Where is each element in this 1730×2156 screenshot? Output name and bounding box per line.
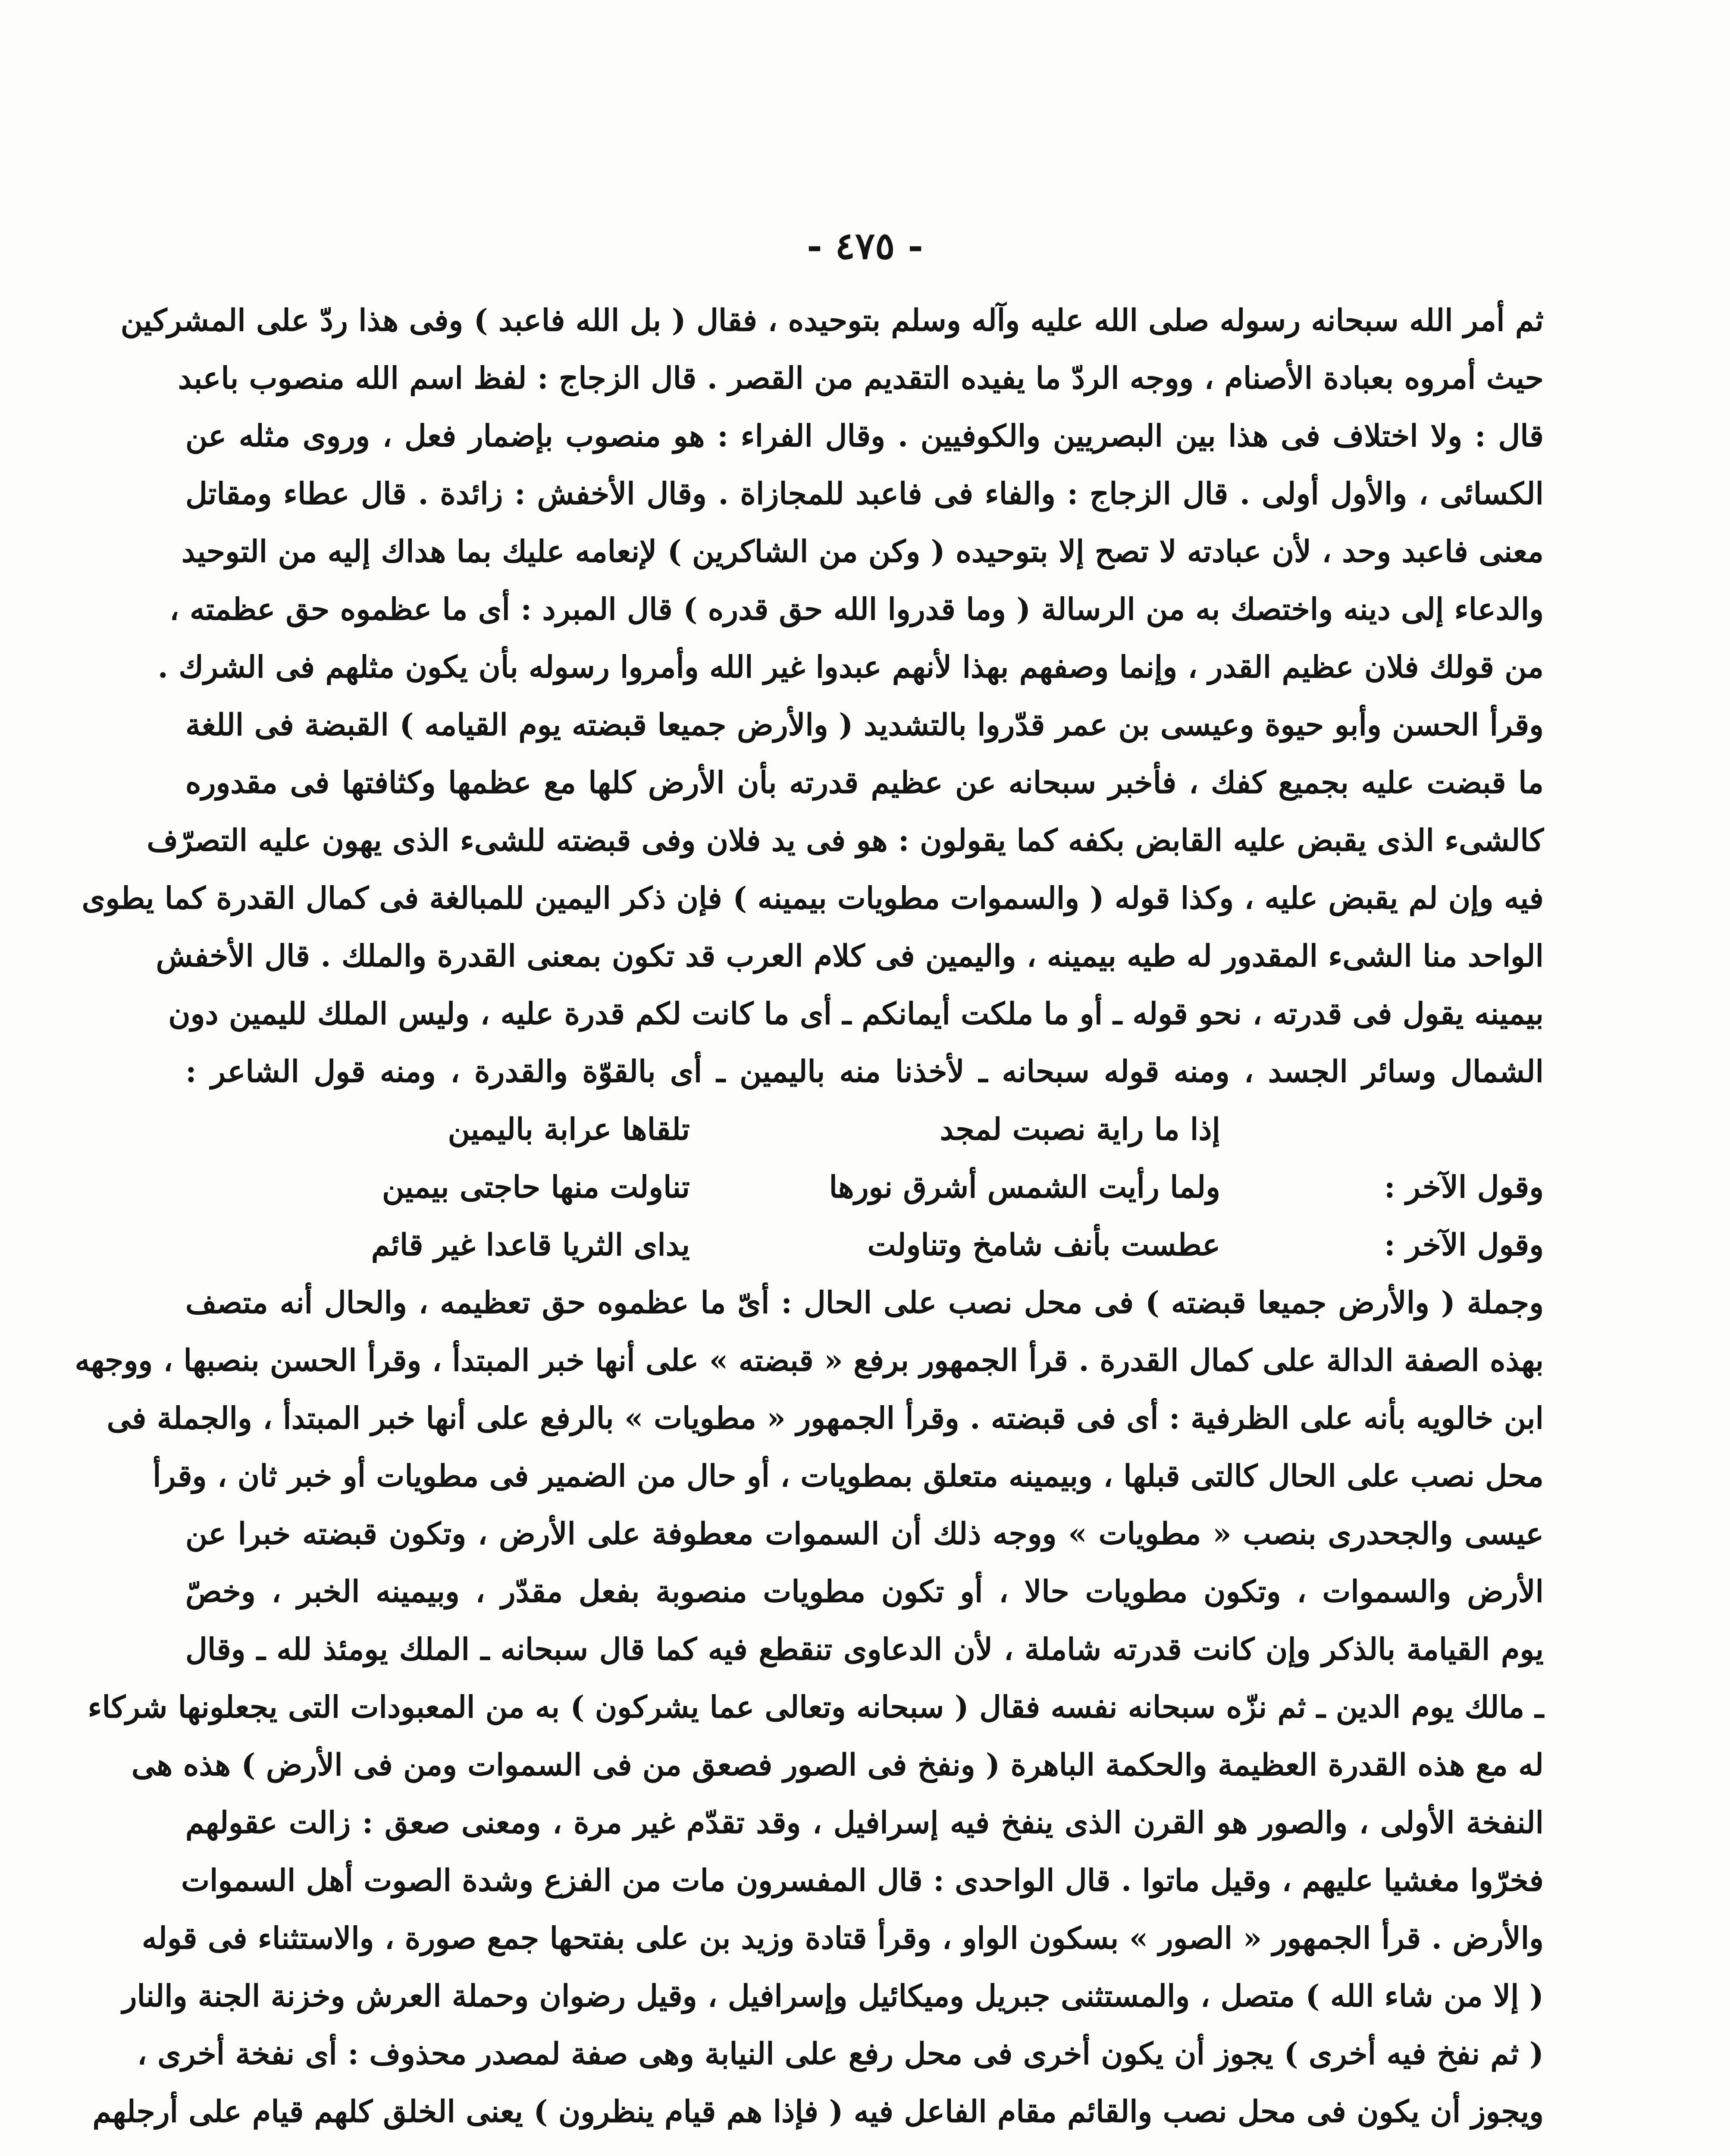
text-line: ابن خالويه بأنه على الظرفية : أى فى قبضته . وقرأ الجمهور « مطويات » بالرفع على أنها خبر المبتدأ ، والجملة فى [107,1400,1544,1436]
verse-second-hemistich: يداى الثريا قاعدا غير قائم [371,1227,690,1263]
verse-first-hemistich: عطست بأنف شامخ وتناولت [867,1227,1220,1263]
text-line: النفخة الأولى ، والصور هو القرن الذى ينفخ فيه إسرافيل ، وقد تقدّم غير مرة ، ومعنى صعق : زالت عقولهم [185,1805,1544,1840]
verse-second-hemistich: تلقاها عرابة باليمين [448,1111,690,1147]
text-line: ما قبضت عليه بجميع كفك ، فأخبر سبحانه عن عظيم قدرته بأن الأرض كلها مع عظمها وكثافتها فى مقدوره [185,765,1544,800]
verse-second-hemistich: تناولت منها حاجتى بيمين [382,1169,690,1205]
text-line: محل نصب على الحال كالتى قبلها ، وبيمينه متعلق بمطويات ، أو حال من الضمير فى مطويات أو خبر ثان ، وقرأ [153,1458,1544,1494]
text-line: الكسائى ، والأول أولى . قال الزجاج : والفاء فى فاعبد للمجازاة . وقال الأخفش : زائدة . قال عطاء ومقاتل [185,476,1544,511]
body-text [75,291,1544,2140]
text-line: يوم القيامة بالذكر وإن كانت قدرته شاملة ، لأن الدعاوى تنقطع فيه كما قال سبحانه ـ الملك يومئذ لله ـ وقال [185,1631,1544,1667]
text-line: من قولك فلان عظيم القدر ، وإنما وصفهم بهذا لأنهم عبدوا غير الله وأمروا رسوله بأن يكون مثلهم فى الشرك . [157,649,1544,685]
text-line: والدعاء إلى دينه واختصك به من الرسالة ( وما قدروا الله حق قدره ) قال المبرد : أى ما عظموه حق عظمته ، [169,591,1544,627]
text-line: ويجوز أن يكون فى محل نصب والقائم مقام الفاعل فيه ( فإذا هم قيام ينظرون ) يعنى الخلق كلهم قيام على أرجلهم [92,2093,1544,2129]
text-line: معنى فاعبد وحد ، لأن عبادته لا تصح إلا بتوحيده ( وكن من الشاكرين ) لإنعامه عليك بما هداك إليه من التوحيد [181,533,1544,569]
verse-first-hemistich: ولما رأيت الشمس أشرق نورها [829,1169,1220,1205]
text-line: قال : ولا اختلاف فى هذا بين البصريين والكوفيين . وقال الفراء : هو منصوب بإضمار فعل ، وروى مثله عن [185,418,1544,454]
verse-lead: وقول الآخر : [1384,1169,1544,1205]
text-line: والأرض . قرأ الجمهور « الصور » بسكون الواو ، وقرأ قتادة وزيد بن على بفتحها جمع صورة ، والاستثناء فى قوله [141,1920,1544,1956]
text-line: بيمينه يقول فى قدرته ، نحو قوله ـ أو ما ملكت أيمانكم ـ أى ما كانت لكم قدرة عليه ، وليس الملك لليمين دون [168,996,1544,1031]
text-line: له مع هذه القدرة العظيمة والحكمة الباهرة ( ونفخ فى الصور فصعق من فى السموات ومن فى الأرض ) هذه هى [132,1747,1544,1783]
text-line: الواحد منا الشىء المقدور له طيه بيمينه ، واليمين فى كلام العرب قد تكون بمعنى القدرة والملك . قال الأخفش [156,938,1544,974]
text-line: بهذه الصفة الدالة على كمال القدرة . قرأ الجمهور برفع « قبضته » على أنها خبر المبتدأ ، وقرأ الحسن بنصبها ، ووجهه [75,1342,1544,1378]
verse-lead: وقول الآخر : [1384,1227,1544,1263]
text-line: الأرض والسموات ، وتكون مطويات حالا ، أو تكون مطويات منصوبة بفعل مقدّر ، وبيمينه الخبر ، وخصّ [185,1573,1544,1609]
poem-verse [185,1100,1544,1158]
text-line: وجملة ( والأرض جميعا قبضته ) فى محل نصب على الحال : أىّ ما عظموه حق تعظيمه ، والحال أنه متصف [185,1285,1544,1320]
text-line: كالشىء الذى يقبض عليه القابض بكفه كما يقولون : هو فى يد فلان وفى قبضته للشىء الذى يهون عليه التصرّف [147,822,1544,858]
text-line: ـ مالك يوم الدين ـ ثم نزّه سبحانه نفسه فقال ( سبحانه وتعالى عما يشركون ) به من المعبودات التى يجعلونها شركاء [88,1689,1544,1725]
text-line: حيث أمروه بعبادة الأصنام ، ووجه الردّ ما يفيده التقديم من القصر . قال الزجاج : لفظ اسم الله منصوب باعبد [178,360,1544,396]
poem-verse [185,1216,1544,1274]
text-line: الشمال وسائر الجسد ، ومنه قوله سبحانه ـ لأخذنا منه باليمين ـ أى بالقوّة والقدرة ، ومنه قول الشاعر : [185,1053,1544,1089]
text-line: فخرّوا مغشيا عليهم ، وقيل ماتوا . قال الواحدى : قال المفسرون مات من الفزع وشدة الصوت أهل السموات [181,1862,1544,1898]
verse-first-hemistich: إذا ما راية نصبت لمجد [940,1111,1220,1147]
page-number: - ٤٧٥ - [807,224,923,268]
text-line: ( إلا من شاء الله ) متصل ، والمستثنى جبريل وميكائيل وإسرافيل ، وقيل رضوان وحملة العرش وخزنة الجنة والنار [122,1978,1544,2014]
text-line: ( ثم نفخ فيه أخرى ) يجوز أن يكون أخرى فى محل رفع على النيابة وهى صفة لمصدر محذوف : أى نفخة أخرى ، [137,2036,1544,2071]
text-line: وقرأ الحسن وأبو حيوة وعيسى بن عمر قدّروا بالتشديد ( والأرض جميعا قبضته يوم القيامه ) القبضة فى اللغة [185,707,1544,743]
poem-verse [185,1158,1544,1216]
text-line: عيسى والجحدرى بنصب « مطويات » ووجه ذلك أن السموات معطوفة على الأرض ، وتكون قبضته خبرا عن [185,1516,1544,1551]
text-line: ثم أمر الله سبحانه رسوله صلى الله عليه وآله وسلم بتوحيده ، فقال ( بل الله فاعبد ) وفى هذا ردّ على المشركين [120,302,1544,338]
text-line: فيه وإن لم يقبض عليه ، وكذا قوله ( والسموات مطويات بيمينه ) فإن ذكر اليمين للمبالغة فى كمال القدرة كما يطوى [81,880,1544,916]
